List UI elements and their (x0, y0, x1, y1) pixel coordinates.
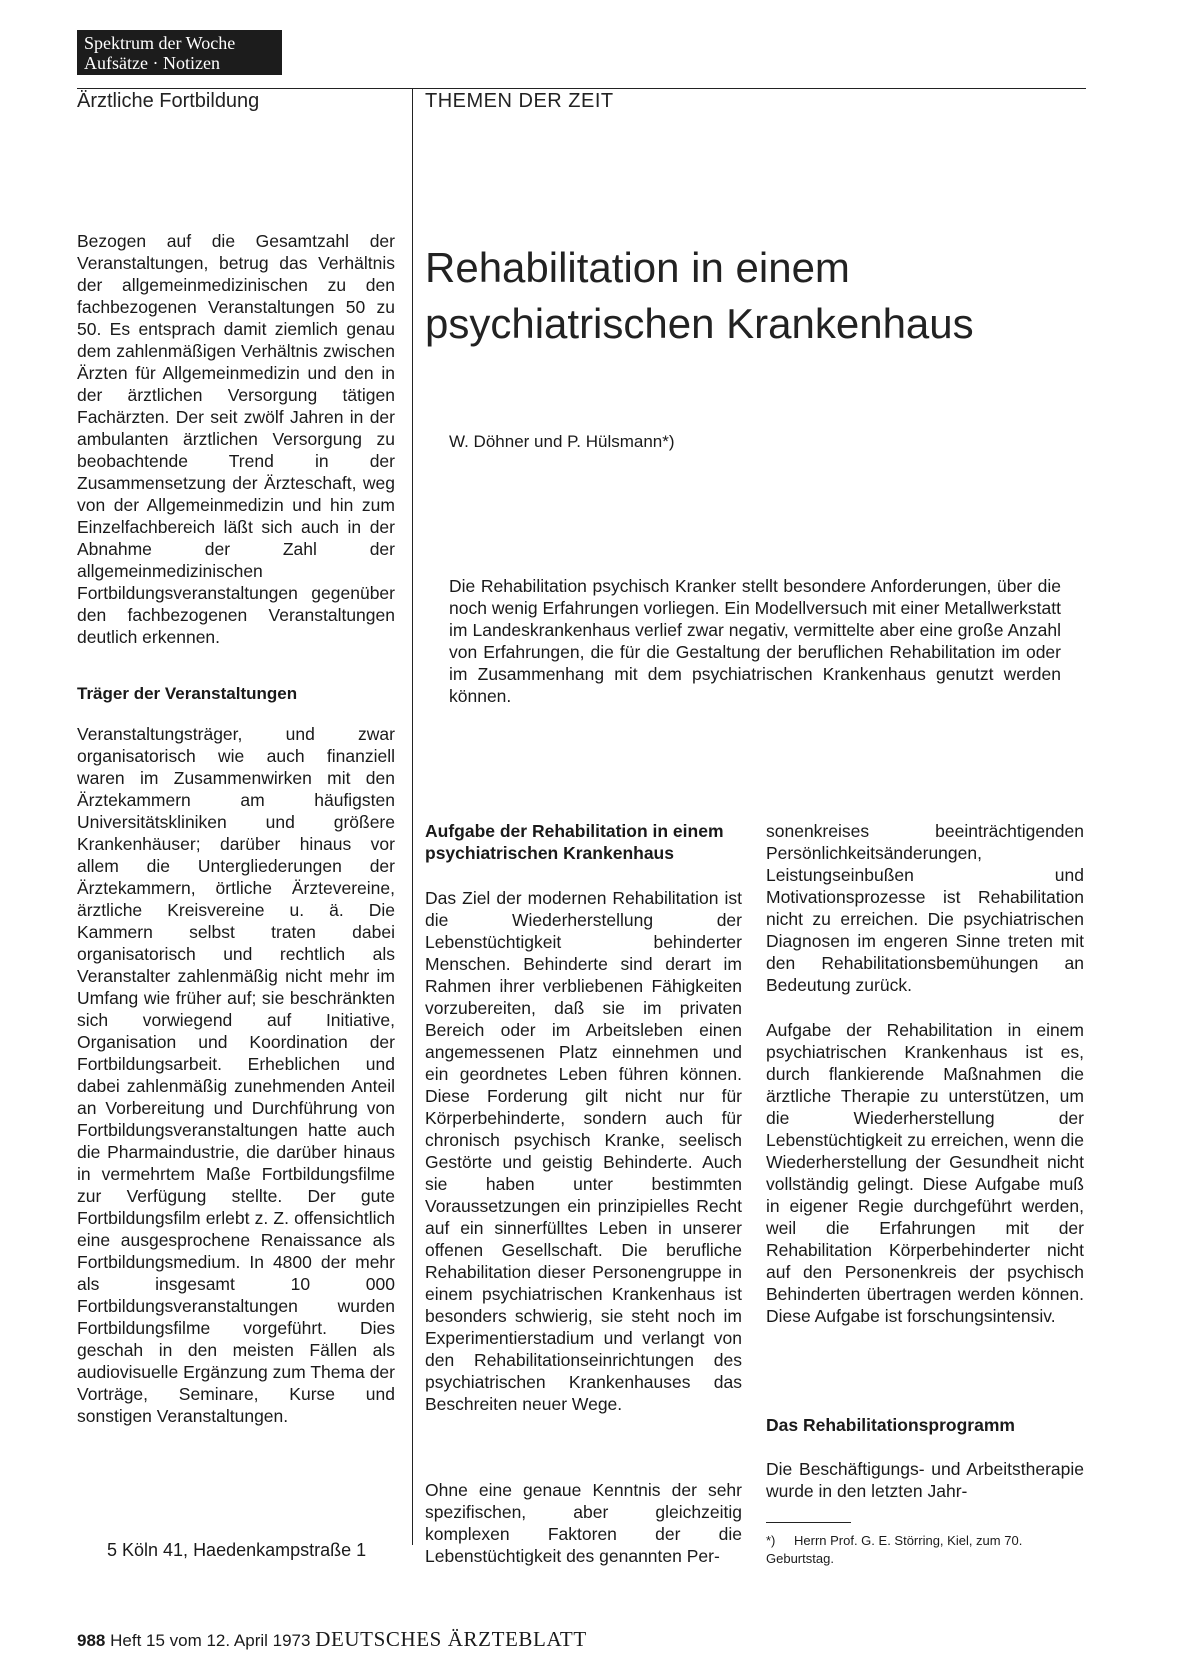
mid-heading: Aufgabe der Rehabilitation in einem psychiatrischen Krankenhaus (425, 821, 724, 863)
magazine-name: DEUTSCHES ÄRZTEBLATT (315, 1627, 587, 1651)
address: 5 Köln 41, Haedenkampstraße 1 (107, 1540, 367, 1560)
badge-line-2: Aufsätze · Notizen (84, 53, 220, 73)
column-divider (412, 88, 413, 1545)
section-label-right: THEMEN DER ZEIT (425, 90, 614, 112)
header-rule (77, 88, 1086, 89)
footnote (766, 1532, 1084, 1568)
footnote-rule (766, 1522, 851, 1523)
left-paragraph-2: Veranstaltungsträger, und zwar organisatorisch wie auch finanziell waren im Zusammenwirken mit den Ärztekammern am häufigsten Universitätskliniken und größere Krankenhäuser; darüber hinaus vor allem die Untergliederungen der Ärztekammern, örtliche Ärztevereine, ärztliche Kreisvereine u. ä. Die Kammern selbst traten dabei organisatorisch und rechtlich als Veranstalter zahlenmäßig nicht mehr im Umfang wie früher auf; sie beschränkten sich vorwiegend auf Initiative, Organisation und Koordination der Fortbildungsarbeit. Erheblichen und dabei zahlenmäßig zunehmenden Anteil an Vorbereitung und Durchführung von Fortbildungsveranstaltungen hatte auch die Pharmaindustrie, die darüber hinaus in vermehrtem Maße Fortbildungsfilme zur Verfügung stellte. Der gute Fortbildungsfilm erlebt z. Z. offensichtlich eine ausgesprochene Renaissance als Fortbildungsmedium. In 4800 der mehr als insgesamt 10 000 Fortbildungsveranstaltungen wurden Fortbildungsfilme vorgeführt. Dies geschah in den meisten Fällen als audiovisuelle Ergänzung zum Thema der Vorträge, Seminare, Kurse und sonstigen Veranstaltungen. (77, 724, 395, 1426)
issue-info: Heft 15 vom 12. April 1973 (110, 1631, 311, 1650)
section-label-left: Ärztliche Fortbildung (77, 90, 260, 112)
article-abstract: Die Rehabilitation psychisch Kranker stellt besondere Anforderungen, über die noch wenig Erfahrungen vorliegen. Ein Modellversuch mit einer Metallwerkstatt im Landeskrankenhaus verlief zwar negativ, vermittelte aber eine große Anzahl von Erfahrungen, die für die Gestaltung der beruflichen Rehabilitation im oder im Zusammenhang mit dem psychiatrischen Krankenhaus genutzt werden können. (449, 576, 1061, 706)
mid-paragraph-2: Ohne eine genaue Kenntnis der sehr spezifischen, aber gleichzeitig komplexen Faktoren der die Lebenstüchtigkeit des genannten Per- (425, 1480, 742, 1566)
article-title: Rehabilitation in einem psychiatrischen Krankenhaus (425, 244, 974, 347)
mid-paragraph-1: Das Ziel der modernen Rehabilitation ist die Wiederherstellung der Lebenstüchtigkeit behinderter Menschen. Behinderte sind derart im Rahmen ihrer verbliebenen Fähigkeiten vorzubereiten, daß sie im privaten Bereich oder im Arbeitsleben einen angemessenen Platz einnehmen und ein geordnetes Leben führen können. Diese Forderung gilt nicht nur für Körperbehinderte, sondern auch für chronisch psychisch Kranke, seelisch Gestörte und geistig Behinderte. Auch sie haben unter bestimmten Voraussetzungen ein prinzipielles Recht auf ein sinnerfülltes Leben in unserer offenen Gesellschaft. Die berufliche Rehabilitation dieser Personengruppe in einem psychiatrischen Krankenhaus ist besonders schwierig, sie steht noch im Experimentierstadium und verlangt von den Rehabilitationseinrichtungen des psychiatrischen Krankenhauses das Beschreiten neuer Wege. (425, 888, 742, 1414)
page-footer (77, 1627, 587, 1652)
footnote-text: Herrn Prof. G. E. Störring, Kiel, zum 70. Geburtstag. (766, 1533, 1023, 1566)
badge-line-1: Spektrum der Woche (84, 33, 236, 53)
right-paragraph-1: sonenkreises beeinträchtigenden Persönlichkeitsänderungen, Leistungseinbußen und Motivationsprozesse ist Rehabilitation nicht zu erreichen. Die psychiatrischen Diagnosen im engeren Sinne treten mit den Rehabilitationsbemühungen an Bedeutung zurück. (766, 821, 1084, 995)
left-paragraph-1: Bezogen auf die Gesamtzahl der Veranstaltungen, betrug das Verhältnis der allgemeinmedizinischen zu den fachbezogenen Veranstaltungen 50 zu 50. Es entsprach damit ziemlich genau dem zahlenmäßigen Verhältnis zwischen Ärzten für Allgemeinmedizin und den in der ärztlichen Versorgung tätigen Fachärzten. Der seit zwölf Jahren in der ambulanten ärztlichen Versorgung zu beobachtende Trend in der Zusammensetzung der Ärzteschaft, weg von der Allgemeinmedizin und hin zum Einzelfachbereich läßt sich auch in der Abnahme der Zahl der allgemeinmedizinischen Fortbildungsveranstaltungen gegenüber den fachbezogenen Veranstaltungen deutlich erkennen. (77, 231, 395, 647)
section-badge (77, 30, 282, 75)
right-paragraph-2: Aufgabe der Rehabilitation in einem psychiatrischen Krankenhaus ist es, durch flankierende Maßnahmen die ärztliche Therapie zu unterstützen, um die Wiederherstellung der Lebenstüchtigkeit zu erreichen, wenn die Wiederherstellung der Gesundheit nicht vollständig gelingt. Diese Aufgabe muß in eigener Regie durchgeführt werden, weil die Erfahrungen mit der Rehabilitation Körperbehinderter nicht auf den Personenkreis der psychisch Behinderten übertragen werden können. Diese Aufgabe ist forschungsintensiv. (766, 1020, 1084, 1326)
right-heading: Das Rehabilitationsprogramm (766, 1415, 1015, 1435)
left-heading: Träger der Veranstaltungen (77, 684, 298, 703)
page-number: 988 (77, 1631, 106, 1650)
article-authors: W. Döhner und P. Hülsmann*) (449, 432, 675, 451)
right-paragraph-3: Die Beschäftigungs- und Arbeitstherapie wurde in den letzten Jahr- (766, 1459, 1084, 1501)
footnote-mark: *) (766, 1533, 776, 1548)
